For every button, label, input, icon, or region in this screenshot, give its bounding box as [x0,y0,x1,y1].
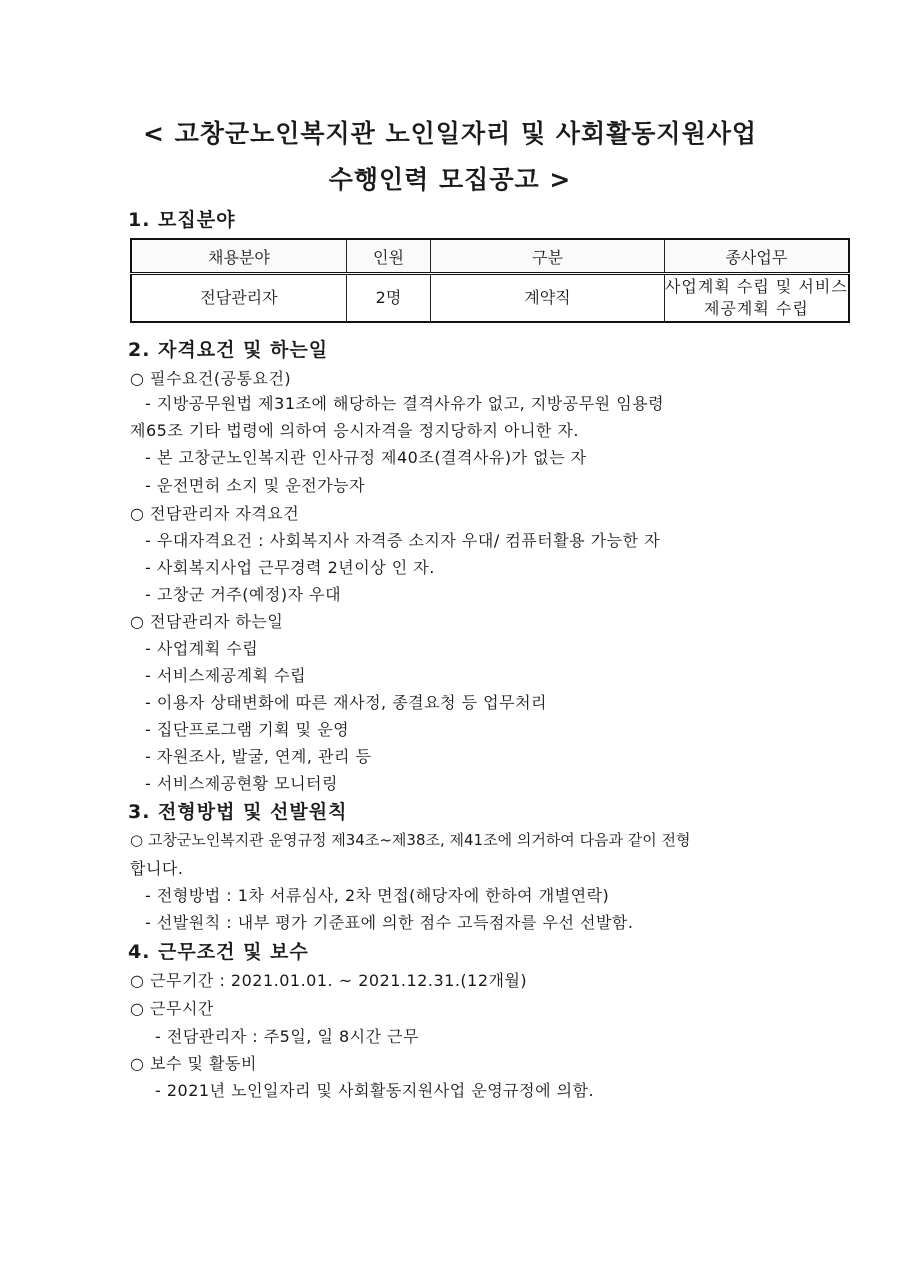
list-item: - 본 고창군노인복지관 인사규정 제40조(결격사유)가 없는 자 [145,448,587,467]
table-header-cell: 채용분야 [131,239,346,274]
table-header-row [131,239,849,274]
table-header-cell: 구분 [431,239,665,274]
list-item: - 집단프로그램 기획 및 운영 [145,720,350,739]
list-item: - 선발원칙 : 내부 평가 기준표에 의한 점수 고득점자를 우선 선발함. [145,913,634,932]
list-item: - 운전면허 소지 및 운전가능자 [145,476,366,495]
list-item: - 전형방법 : 1차 서류심사, 2차 면접(해당자에 한하여 개별연락) [145,886,610,905]
section-heading-selection: 3. 전형방법 및 선발원칙 [128,801,348,823]
list-item: - 2021년 노인일자리 및 사회활동지원사업 운영규정에 의함. [155,1081,595,1100]
section-heading-conditions: 4. 근무조건 및 보수 [128,941,309,963]
list-item: ○ 전담관리자 하는일 [130,612,284,631]
table-cell-duty [664,274,849,323]
list-item: 합니다. [130,859,184,878]
table-header-cell: 인원 [346,239,430,274]
list-item: - 우대자격요건 : 사회복지사 자격증 소지자 우대/ 컴퓨터활용 가능한 자 [145,531,661,550]
list-item: - 지방공무원법 제31조에 해당하는 결격사유가 없고, 지방공무원 임용령 [145,394,665,413]
list-item: - 전담관리자 : 주5일, 일 8시간 근무 [155,1027,420,1046]
list-item: - 고창군 거주(예정)자 우대 [145,585,342,604]
duty-line: 사업계획 수립 및 서비스 [664,277,848,296]
list-item: ○ 고창군노인복지관 운영규정 제34조~제38조, 제41조에 의거하여 다음과 같이 전형 [130,831,691,849]
table-cell: 계약직 [431,274,665,323]
table-header-cell: 종사업무 [664,239,849,274]
page-title-line1: < 고창군노인복지관 노인일자리 및 사회활동지원사업 [142,119,758,148]
table-cell: 전담관리자 [131,274,346,323]
list-item: - 사업계획 수립 [145,639,259,658]
list-item: ○ 전담관리자 자격요건 [130,504,300,523]
list-item: - 서비스제공계획 수립 [145,666,307,685]
list-item: ○ 근무시간 [130,999,214,1018]
section-heading-recruitment: 1. 모집분야 [128,209,236,231]
list-item: 제65조 기타 법령에 의하여 응시자격을 정지당하지 아니한 자. [130,421,579,440]
list-item: - 서비스제공현황 모니터링 [145,774,338,793]
list-item: ○ 근무기간 : 2021.01.01. ~ 2021.12.31.(12개월) [130,971,528,990]
duty-line: 제공계획 수립 [703,299,809,318]
list-item: - 이용자 상태변화에 따른 재사정, 종결요청 등 업무처리 [145,693,547,712]
table-cell: 2명 [346,274,430,323]
recruitment-table [130,238,850,323]
table-row [131,274,849,323]
page-title-line2: 수행인력 모집공고 > [328,165,572,194]
list-item: ○ 필수요건(공통요건) [130,369,292,388]
list-item: ○ 보수 및 활동비 [130,1054,257,1073]
section-heading-qualifications: 2. 자격요건 및 하는일 [128,339,329,361]
list-item: - 자원조사, 발굴, 연계, 관리 등 [145,747,372,766]
list-item: - 사회복지사업 근무경력 2년이상 인 자. [145,558,435,577]
